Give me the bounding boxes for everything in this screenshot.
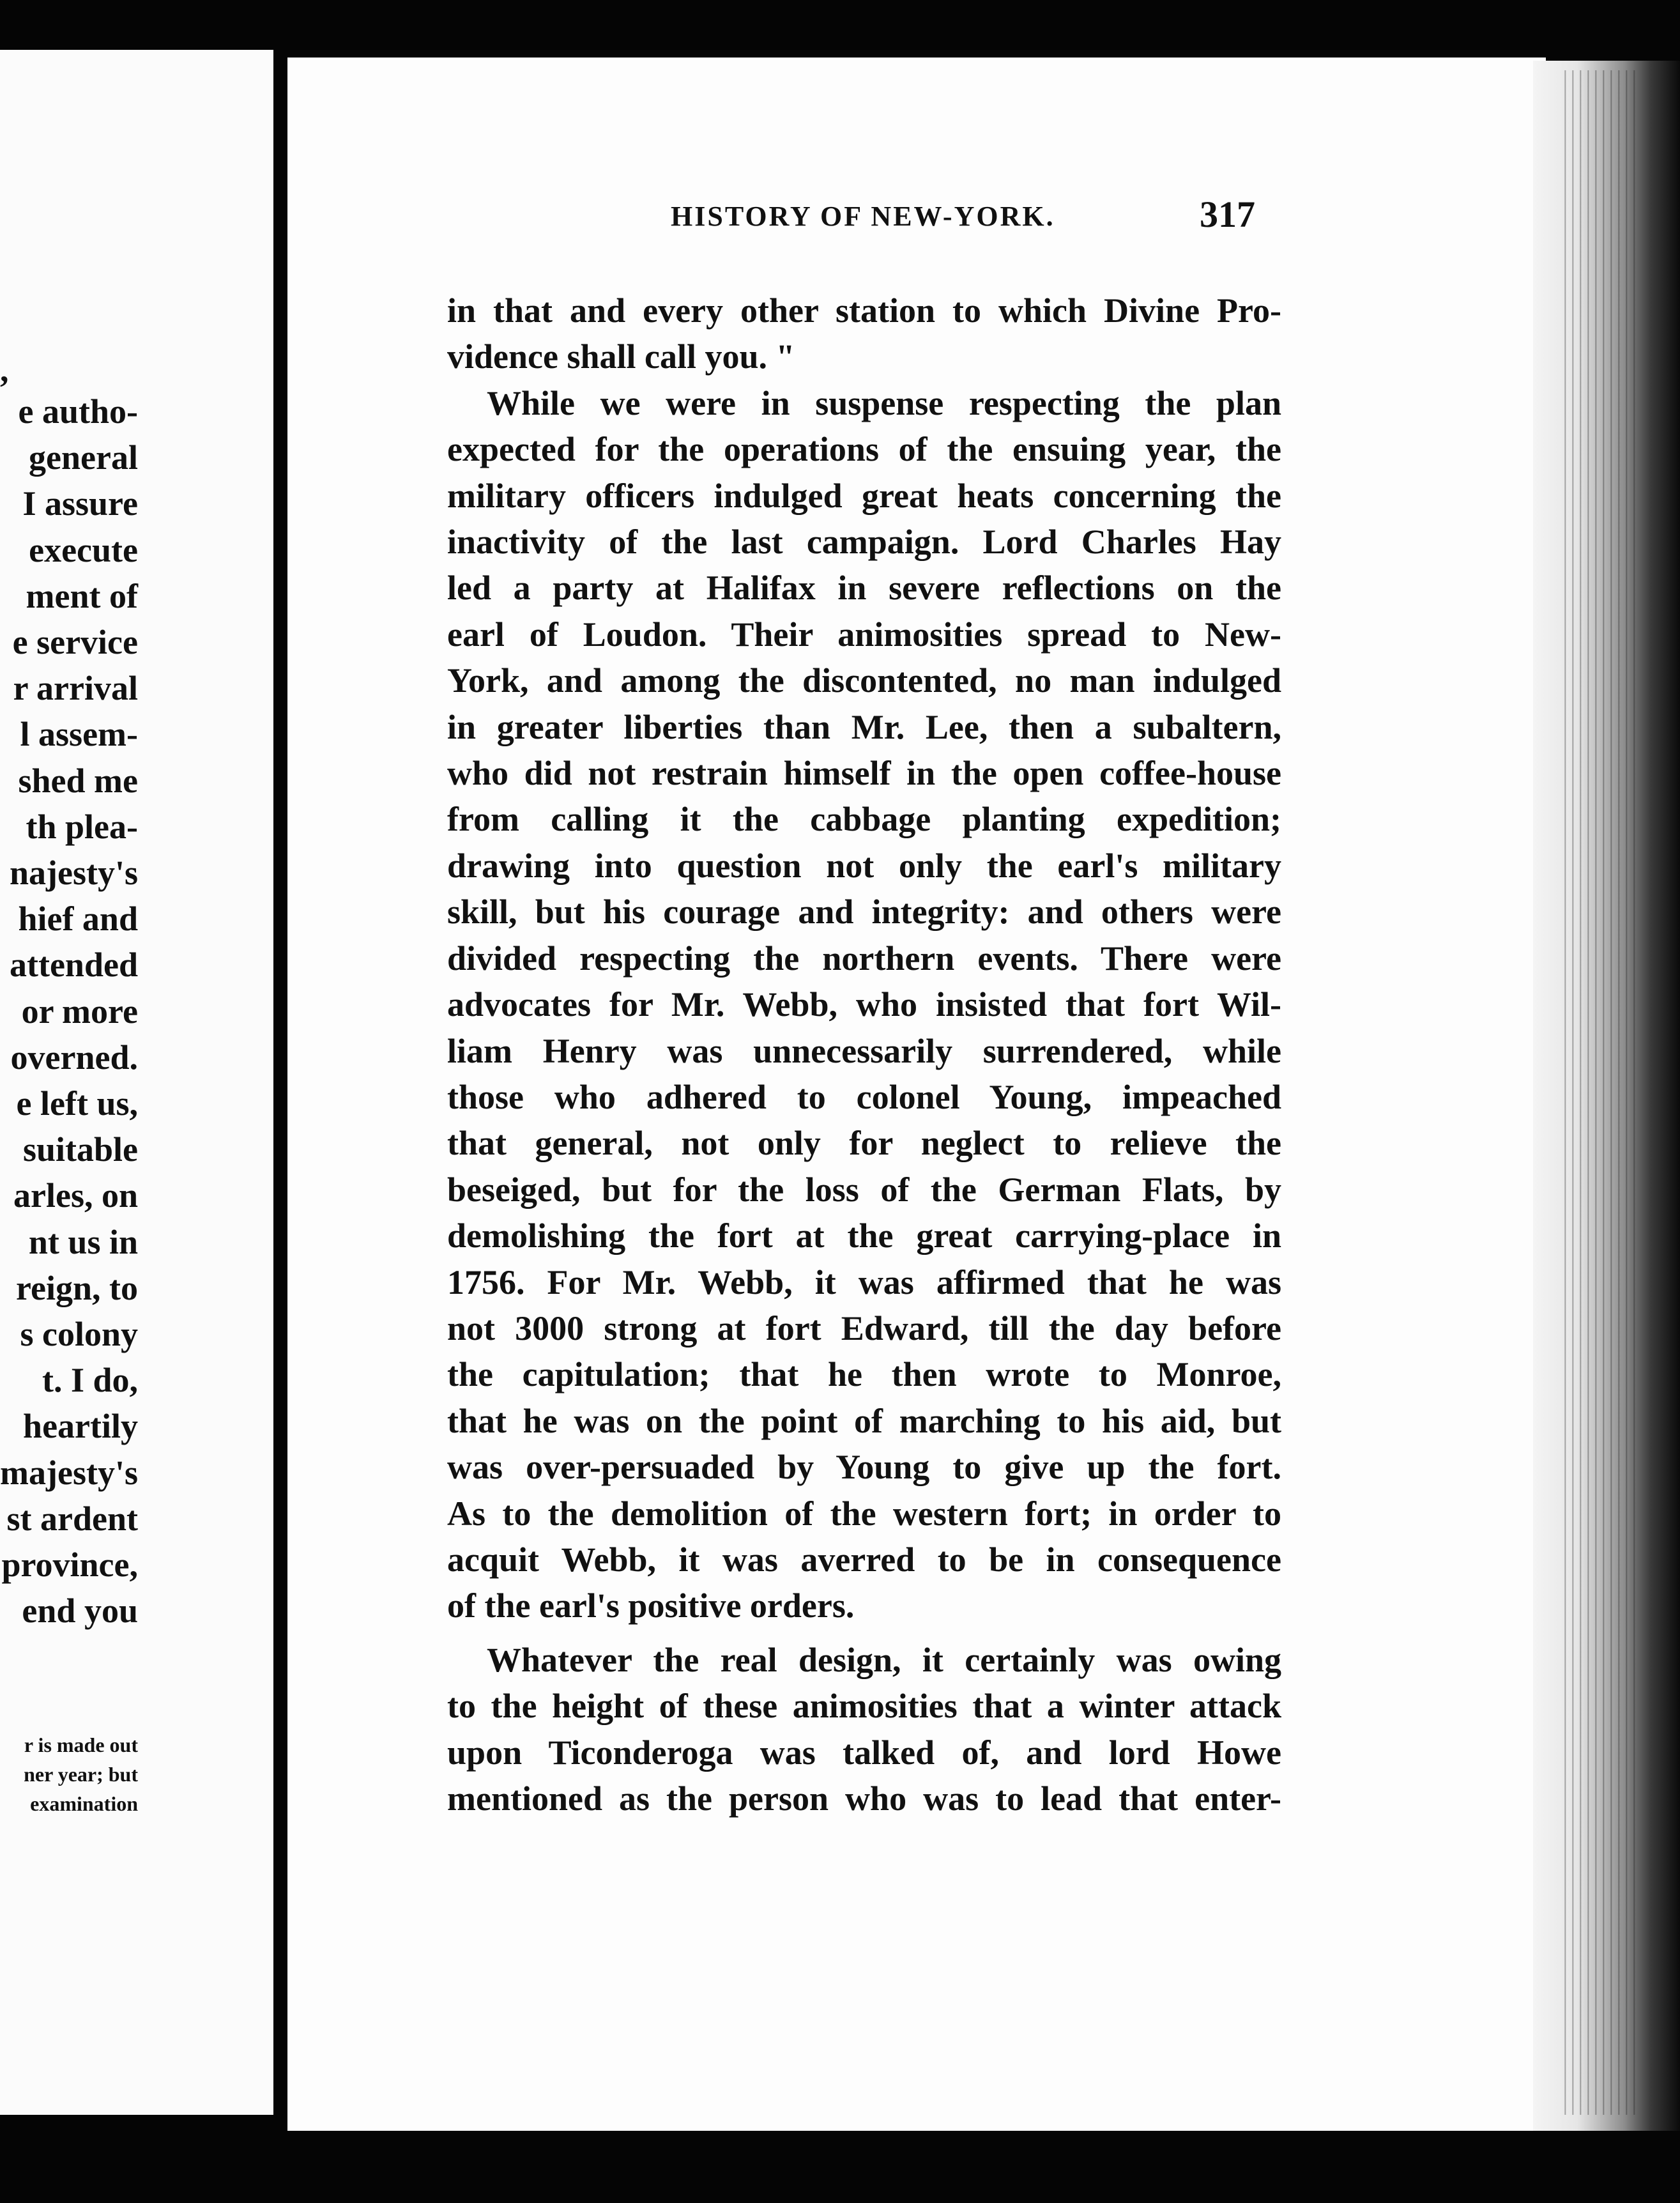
running-head: HISTORY OF NEW-YORK. <box>671 201 1055 232</box>
left-line: overned. <box>10 1038 138 1077</box>
left-line: suitable <box>22 1130 138 1169</box>
text-line: in greater liberties than Mr. Lee, then a subaltern, <box>447 707 1281 746</box>
text-line: that he was on the point of marching to his aid, but <box>447 1401 1281 1440</box>
text-line: of the earl's positive orders. <box>447 1586 855 1625</box>
left-line: r arrival <box>13 669 138 708</box>
text-line: inactivity of the last campaign. Lord Charles Hay <box>447 523 1281 562</box>
text-line: to the height of these animosities that a winter attack <box>447 1687 1281 1726</box>
text-line: led a party at Halifax in severe reflections on the <box>447 569 1281 608</box>
left-margin-mark: , <box>0 351 9 389</box>
text-line: As to the demolition of the western fort; in order to <box>447 1494 1281 1533</box>
left-line: I assure <box>22 484 138 523</box>
left-page-fragment <box>0 50 273 2115</box>
text-line: military officers indulged great heats concerning the <box>447 476 1281 515</box>
text-line: upon Ticonderoga was talked of, and lord Howe <box>447 1733 1281 1772</box>
text-line: mentioned as the person who was to lead that enter- <box>447 1779 1281 1818</box>
left-line: e left us, <box>16 1084 138 1123</box>
text-line: acquit Webb, it was averred to be in consequence <box>447 1540 1281 1579</box>
left-line: attended <box>10 946 138 985</box>
left-line: shed me <box>18 761 138 800</box>
left-line: or more <box>21 992 138 1031</box>
left-line: nt us in <box>28 1222 138 1261</box>
left-line: arles, on <box>13 1176 138 1215</box>
text-line: not 3000 strong at fort Edward, till the day before <box>447 1309 1281 1347</box>
text-line: the capitulation; that he then wrote to Monroe, <box>447 1355 1281 1394</box>
page-number: 317 <box>1200 194 1255 235</box>
left-line: t. I do, <box>42 1361 138 1400</box>
left-line: execute <box>29 530 138 569</box>
left-line: heartily <box>23 1407 138 1446</box>
text-line: who did not restrain himself in the open coffee-house <box>447 754 1281 793</box>
text-line: from calling it the cabbage planting expedition; <box>447 800 1281 839</box>
text-line: While we were in suspense respecting the plan <box>487 383 1281 422</box>
left-line: end you <box>22 1592 138 1631</box>
text-line: divided respecting the northern events. There were <box>447 939 1281 978</box>
left-line: majesty's <box>0 1453 138 1492</box>
page-edge-texture <box>1559 70 1635 2115</box>
body-text <box>447 288 1281 1822</box>
text-line: vidence shall call you. " <box>447 337 795 376</box>
left-line: general <box>29 438 138 477</box>
book-gutter <box>273 38 287 2140</box>
left-line: reign, to <box>16 1268 138 1307</box>
left-page-text <box>0 388 138 1634</box>
text-line: skill, but his courage and integrity: and others were <box>447 893 1281 932</box>
text-line: beseiged, but for the loss of the German Flats, by <box>447 1170 1281 1209</box>
text-line: was over-persuaded by Young to give up the fort. <box>447 1448 1281 1487</box>
paragraph-gap <box>447 1629 1281 1637</box>
left-line: hief and <box>18 900 138 939</box>
text-line: expected for the operations of the ensuing year, the <box>447 430 1281 469</box>
text-line: advocates for Mr. Webb, who insisted that fort Wil- <box>447 985 1281 1024</box>
text-line: drawing into question not only the earl's military <box>447 846 1281 885</box>
left-line: province, <box>1 1546 138 1585</box>
left-line: l assem- <box>20 715 138 754</box>
left-line: e autho- <box>18 392 138 431</box>
left-line: najesty's <box>10 854 138 893</box>
text-line: in that and every other station to which Divine Pro- <box>447 291 1281 330</box>
left-footnote-line: r is made out <box>24 1733 138 1756</box>
left-line: e service <box>12 623 138 662</box>
left-line: s colony <box>20 1315 138 1354</box>
text-line: liam Henry was unnecessarily surrendered, while <box>447 1031 1281 1070</box>
left-footnote-line: examination <box>30 1792 138 1815</box>
text-line: Whatever the real design, it certainly was owing <box>487 1640 1281 1679</box>
left-footnote <box>24 1730 138 1818</box>
text-line: demolishing the fort at the great carrying-place in <box>447 1217 1281 1255</box>
left-line: st ardent <box>6 1499 138 1538</box>
text-line: those who adhered to colonel Young, impeached <box>447 1077 1281 1116</box>
left-line: ment of <box>26 576 138 615</box>
left-footnote-line: ner year; but <box>24 1763 138 1786</box>
text-line: that general, not only for neglect to relieve the <box>447 1124 1281 1163</box>
text-line: 1756. For Mr. Webb, it was affirmed that he was <box>447 1263 1281 1301</box>
text-line: York, and among the discontented, no man indulged <box>447 661 1281 700</box>
left-line: th plea- <box>26 807 138 846</box>
text-line: earl of Loudon. Their animosities spread to New- <box>447 615 1281 654</box>
